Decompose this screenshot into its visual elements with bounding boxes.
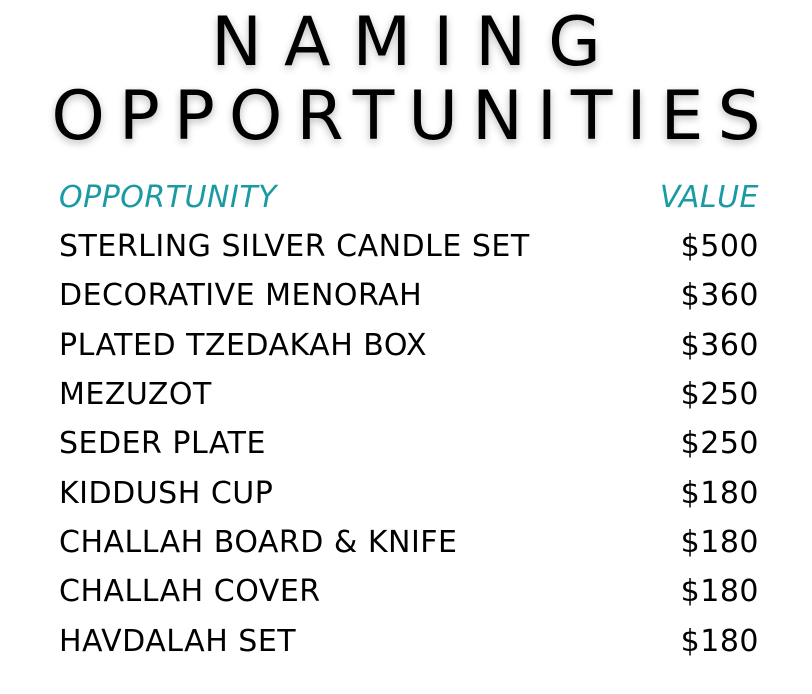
table-row [59,222,759,271]
table-row [59,616,759,665]
page-title-line2: OPPORTUNITIES [51,77,775,156]
opportunity-name: HAVDALAH SET [59,623,297,659]
opportunity-name: MEZUZOT [59,377,212,413]
opportunity-value: $180 [680,524,759,560]
opportunity-column-header: OPPORTUNITY [59,179,277,215]
opportunity-value: $180 [680,574,759,610]
opportunity-value: $250 [680,377,759,413]
table-row [59,271,759,320]
value-column-header: VALUE [659,179,759,215]
opportunity-name: SEDER PLATE [59,426,266,462]
table-row [59,370,759,419]
table-header-row [59,172,759,222]
opportunity-value: $180 [680,623,759,659]
table-row [59,468,759,517]
opportunity-name: KIDDUSH CUP [59,475,274,511]
opportunity-name: CHALLAH COVER [59,574,321,610]
opportunity-value: $360 [680,278,759,314]
table-row [59,321,759,370]
opportunities-table [59,172,759,666]
opportunity-name: CHALLAH BOARD & KNIFE [59,524,458,560]
table-row [59,518,759,567]
opportunity-value: $250 [680,426,759,462]
opportunity-name: PLATED TZEDAKAH BOX [59,327,428,363]
table-row [59,567,759,616]
opportunity-name: DECORATIVE MENORAH [59,278,423,314]
opportunity-name: STERLING SILVER CANDLE SET [59,229,530,265]
opportunity-value: $180 [680,475,759,511]
table-row [59,419,759,468]
opportunity-value: $360 [680,327,759,363]
page-title-line1: NAMING [211,3,623,82]
opportunity-value: $500 [680,229,759,265]
